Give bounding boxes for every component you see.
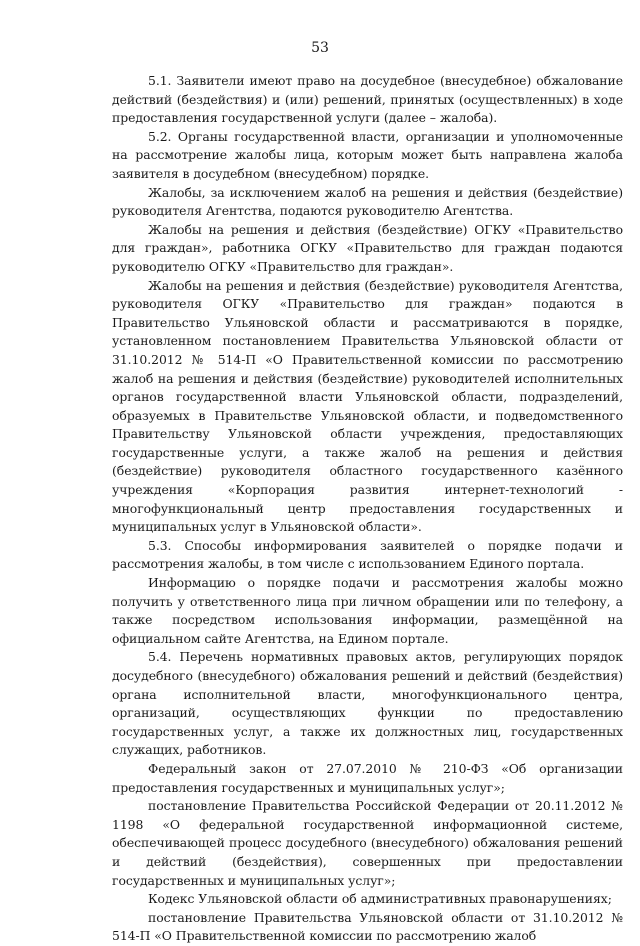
paragraph-ulyanovsk-code: Кодекс Ульяновской области об административных правонарушениях; — [148, 891, 612, 907]
page-number: 53 — [311, 40, 329, 56]
paragraph-5-3: 5.3. Способы информирования заявителей о порядке подачи и рассмотрения жалобы, в том числе с использованием Единого портала. — [112, 537, 623, 572]
paragraph-5-4: 5.4. Перечень нормативных правовых актов, регулирующих порядок досудебного (внесудебного) обжалования решений и действий (бездействия) органа исполнительной власти, многофункционального центра, организаций, осуществляющих функции по предоставлению государственных услуг, а также их должностных лиц, государственных служащих, работников. — [112, 649, 623, 758]
paragraph-complaints-ogku: Жалобы на решения и действия (бездействие) ОГКУ «Правительство для граждан», работника ОГКУ «Правительство для граждан подаются руководителю ОГКУ «Правительство для граждан». — [112, 221, 623, 274]
paragraph-complaints-agency: Жалобы, за исключением жалоб на решения и действия (бездействие) руководителя Агентства, подаются руководителю Агентства. — [112, 184, 623, 219]
paragraph-federal-law: Федеральный закон от 27.07.2010 № 210-ФЗ «Об организации предоставления государственных и муниципальных услуг»; — [112, 760, 623, 795]
paragraph-information: Информацию о порядке подачи и рассмотрения жалобы можно получить у ответственного лица при личном обращении или по телефону, а также посредством использования информации, размещённой на официальном сайте Агентства, на Едином портале. — [112, 575, 623, 646]
paragraph-complaints-government: Жалобы на решения и действия (бездействие) руководителя Агентства, руководителя ОГКУ «Правительство для граждан» подаются в Правительство Ульяновской области и рассматриваются в порядке, установленном постановлением Правительства Ульяновской области от 31.10.2012 № 514-П «О Правительственной комиссии по рассмотрению жалоб на решения и действия (бездействие) руководителей исполнительных органов государственной власти Ульяновской области, подразделений, образуемых в Правительстве Ульяновской области, и подведомственного Правительству Ульяновской области учреждения, предоставляющих государственные услуги, а также жалоб на решения и действия (бездействие) руководителя областного государственного казённого учреждения «Корпорация развития интернет-технологий - многофункциональный центр предоставления государственных и муниципальных услуг в Ульяновской области». — [112, 277, 623, 535]
paragraph-ulyanovsk-resolution: постановление Правительства Ульяновской области от 31.10.2012 № 514-П «О Правительственной комиссии по рассмотрению жалоб — [112, 909, 623, 944]
paragraph-5-1: 5.1. Заявители имеют право на досудебное (внесудебное) обжалование действий (бездействия) и (или) решений, принятых (осуществленных) в ходе предоставления государственной услуги (далее – жалоба). — [112, 73, 623, 126]
document-body — [112, 72, 623, 946]
paragraph-5-2: 5.2. Органы государственной власти, организации и уполномоченные на рассмотрение жалобы лица, которым может быть направлена жалоба заявителя в досудебном (внесудебном) порядке. — [112, 128, 623, 181]
paragraph-rf-resolution: постановление Правительства Российской Федерации от 20.11.2012 № 1198 «О федеральной государственной информационной системе, обеспечивающей процесс досудебного (внесудебного) обжалования решений и действий (бездействия), совершенных при предоставлении государственных и муниципальных услуг»; — [112, 798, 623, 888]
